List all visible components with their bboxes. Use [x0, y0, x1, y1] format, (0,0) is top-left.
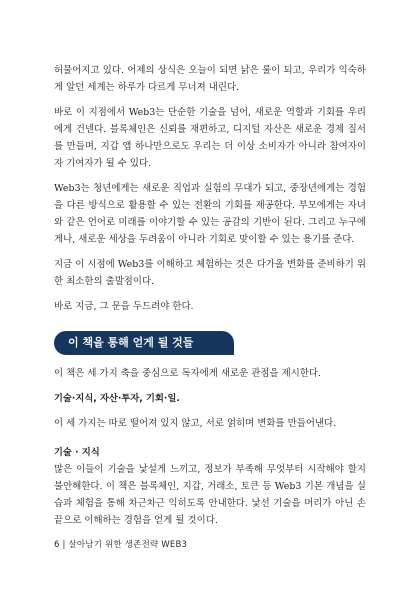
paragraph-web3-generations: Web3는 청년에게는 새로운 직업과 실험의 무대가 되고, 중장년에게는 경험을 다른 방식으로 활용할 수 있는 전환의 기회를 제공한다. 부모에게는 자녀와 같은 언어로 미래를 이야기할 수 있는 공감의 기반이 된다. 그리고 누구에게나, 새로운 세상을 두려움이 아니라 기회로 맞이할 수 있는 용기를 준다.	[54, 183, 366, 245]
paragraph-knock-door: 바로 지금, 그 문을 두드려야 한다.	[54, 301, 194, 312]
section-title: 이 책을 통해 얻게 될 것들	[68, 336, 194, 349]
sub-heading: 기술 · 지식	[54, 447, 100, 458]
footer-separator: |	[62, 540, 69, 550]
page-number: 6	[54, 540, 60, 550]
axes-label: 기술·지식, 자산·투자, 기회·일.	[54, 393, 180, 404]
axes-description: 이 세 가지는 따로 떨어져 있지 않고, 서로 얽히며 변화를 만들어낸다.	[54, 418, 337, 429]
running-title: 살아남기 위한 생존전략 WEB3	[68, 540, 188, 550]
sub-paragraph: 많은 이들이 기술을 낯설게 느끼고, 정보가 부족해 무엇부터 시작해야 할지 불안해한다. 이 책은 블록체인, 지갑, 거래소, 토큰 등 Web3 기본 개념을 실습과 체험을 통해 차근차근 익히도록 안내한다. 낯선 기술을 머리가 아닌 손끝으로 이해하는 경험을 얻게 될 것이다.	[54, 464, 366, 526]
page-footer	[54, 538, 187, 550]
paragraph-starting-point: 지금 이 시점에 Web3를 이해하고 체험하는 것은 다가올 변화를 준비하기 위한 최소한의 출발점이다.	[54, 259, 366, 287]
paragraph-web3-opportunity: 바로 이 지점에서 Web3는 단순한 기술을 넘어, 새로운 역할과 기회를 우리에게 건넨다. 블록체인은 신뢰를 재편하고, 디지털 자산은 새로운 경제 질서를 만들며, 지갑 앱 하나만으로도 우리는 더 이상 소비자가 아니라 참여자이자 기여자가 될 수 있다.	[54, 107, 366, 169]
paragraph-continued: 허물어지고 있다. 어제의 상식은 오늘이 되면 낡은 룰이 되고, 우리가 익숙하게 알던 세계는 하루가 다르게 무너져 내린다.	[54, 65, 366, 93]
section-banner	[54, 331, 234, 355]
body-content	[54, 62, 366, 529]
section-intro: 이 책은 세 가지 축을 중심으로 독자에게 새로운 관점을 제시한다.	[54, 368, 322, 379]
